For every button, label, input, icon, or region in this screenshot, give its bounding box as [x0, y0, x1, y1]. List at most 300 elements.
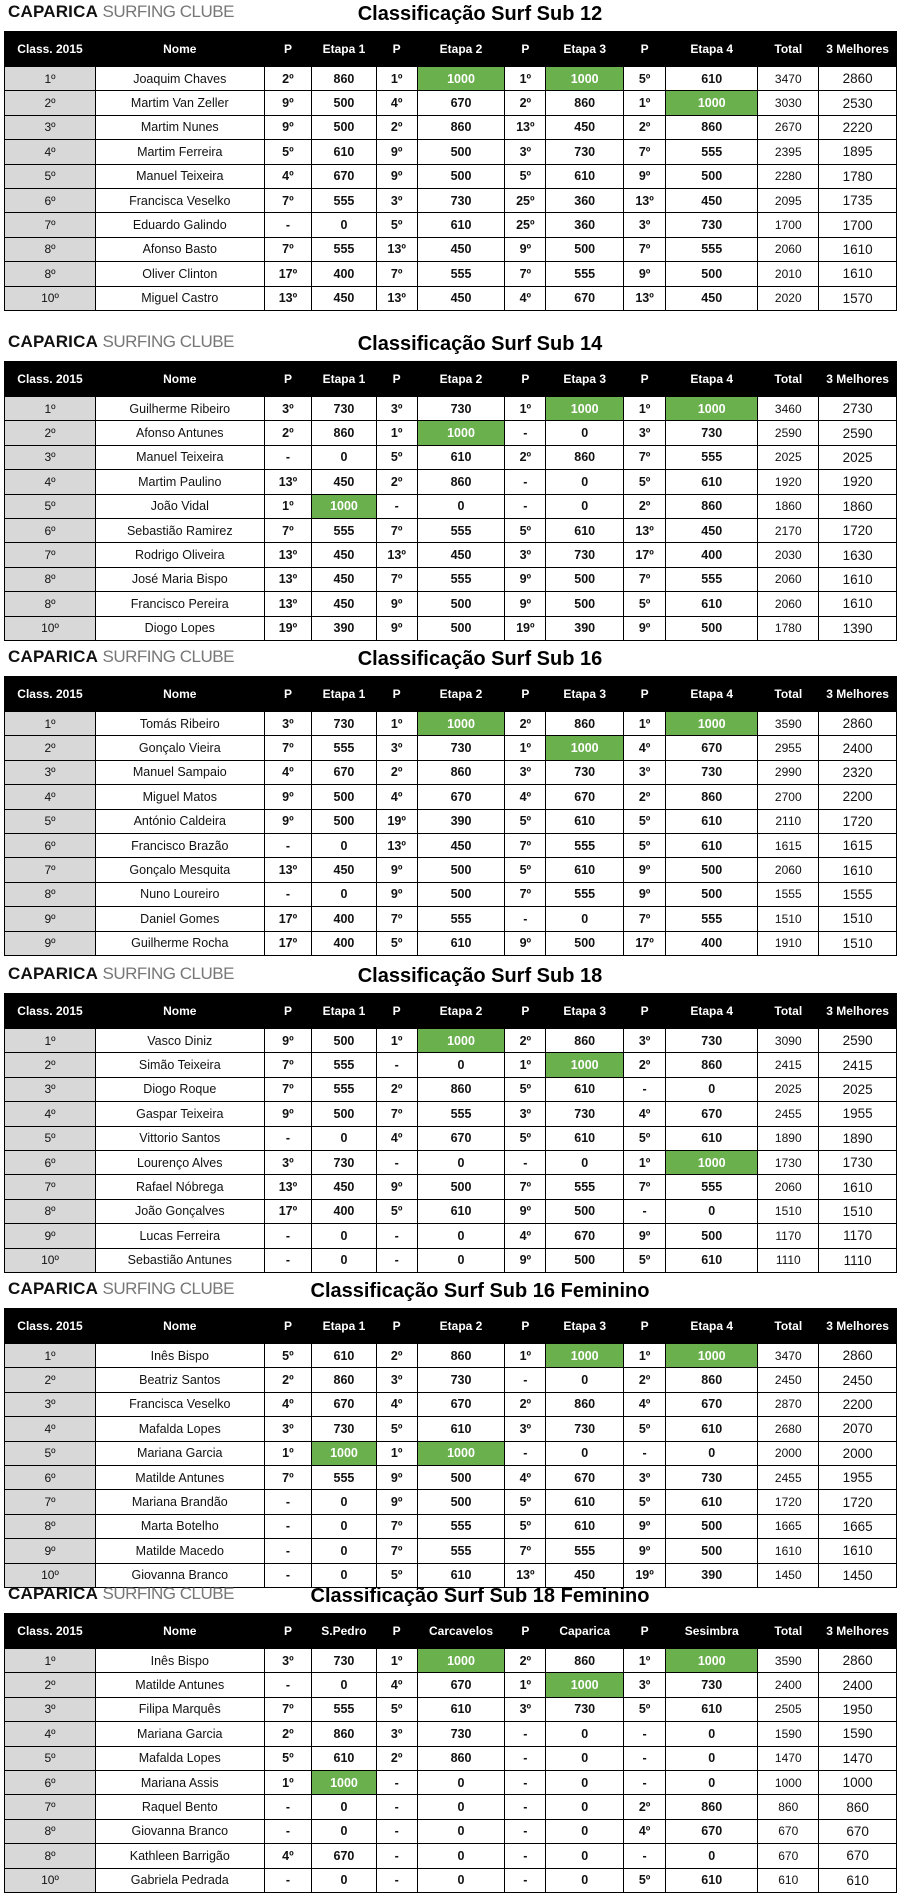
- score-cell: 500: [312, 1029, 376, 1053]
- best3-cell: 2320: [819, 760, 897, 784]
- column-header: Nome: [95, 994, 264, 1029]
- place-cell: -: [264, 1514, 312, 1538]
- score-cell: 730: [417, 397, 505, 421]
- place-cell: 1º: [624, 1344, 666, 1368]
- table-row: [5, 421, 897, 445]
- name-cell: Sebastião Antunes: [95, 1248, 264, 1272]
- place-cell: 9º: [624, 164, 666, 188]
- score-cell: 610: [546, 164, 624, 188]
- total-cell: 1000: [758, 1770, 819, 1794]
- score-cell: 400: [666, 931, 758, 955]
- table-row: [5, 616, 897, 640]
- score-cell: 610: [417, 1563, 505, 1587]
- column-header: P: [264, 1309, 312, 1344]
- table-row: [5, 518, 897, 542]
- place-cell: 1º: [376, 1441, 417, 1465]
- best3-cell: 1955: [819, 1102, 897, 1126]
- place-cell: 17º: [624, 931, 666, 955]
- place-cell: 4º: [505, 286, 546, 310]
- best3-cell: 2025: [819, 445, 897, 469]
- score-cell: 0: [666, 1746, 758, 1770]
- score-cell: 555: [666, 140, 758, 164]
- score-cell: 0: [546, 421, 624, 445]
- best3-cell: 1700: [819, 213, 897, 237]
- column-header: Class. 2015: [5, 1309, 96, 1344]
- class-cell: 4º: [5, 785, 96, 809]
- score-cell: 730: [417, 1368, 505, 1392]
- score-cell: 0: [546, 470, 624, 494]
- table-row: [5, 286, 897, 310]
- place-cell: 13º: [624, 286, 666, 310]
- column-header: Etapa 3: [546, 32, 624, 67]
- best3-cell: 2450: [819, 1368, 897, 1392]
- score-cell: 730: [312, 712, 376, 736]
- place-cell: 7º: [376, 1539, 417, 1563]
- class-cell: 7º: [5, 213, 96, 237]
- score-cell: 860: [417, 115, 505, 139]
- place-cell: 13º: [505, 115, 546, 139]
- column-header: Total: [758, 32, 819, 67]
- class-cell: 3º: [5, 1077, 96, 1101]
- name-cell: Diogo Roque: [95, 1077, 264, 1101]
- place-cell: 5º: [264, 1344, 312, 1368]
- class-cell: 2º: [5, 421, 96, 445]
- place-cell: 1º: [505, 67, 546, 91]
- place-cell: 9º: [505, 1248, 546, 1272]
- place-cell: 7º: [264, 237, 312, 261]
- class-cell: 4º: [5, 1102, 96, 1126]
- place-cell: 2º: [264, 67, 312, 91]
- table-row: [5, 237, 897, 261]
- place-cell: 2º: [376, 760, 417, 784]
- place-cell: 4º: [264, 760, 312, 784]
- score-cell: 1000: [546, 1344, 624, 1368]
- score-cell: 500: [417, 140, 505, 164]
- score-cell: 1000: [666, 1344, 758, 1368]
- place-cell: 9º: [264, 1029, 312, 1053]
- place-cell: 3º: [505, 760, 546, 784]
- score-cell: 0: [312, 1490, 376, 1514]
- name-cell: Francisca Veselko: [95, 1392, 264, 1416]
- place-cell: 9º: [624, 616, 666, 640]
- class-cell: 6º: [5, 833, 96, 857]
- place-cell: 3º: [505, 1102, 546, 1126]
- column-header: Etapa 4: [666, 994, 758, 1029]
- ranking-section: [0, 645, 900, 962]
- score-cell: 450: [312, 1175, 376, 1199]
- ranking-section: [0, 330, 900, 645]
- logo-text-bold: CAPARICA: [8, 2, 99, 21]
- score-cell: 610: [666, 1490, 758, 1514]
- score-cell: 500: [417, 882, 505, 906]
- place-cell: 5º: [624, 1417, 666, 1441]
- column-header: Class. 2015: [5, 677, 96, 712]
- score-cell: 0: [417, 1844, 505, 1868]
- table-row: [5, 858, 897, 882]
- total-cell: 1110: [758, 1248, 819, 1272]
- table-row: [5, 785, 897, 809]
- column-header: Total: [758, 677, 819, 712]
- score-cell: 1000: [546, 736, 624, 760]
- best3-cell: 1510: [819, 907, 897, 931]
- score-cell: 0: [312, 882, 376, 906]
- place-cell: 5º: [505, 1126, 546, 1150]
- class-cell: 7º: [5, 858, 96, 882]
- total-cell: 3470: [758, 67, 819, 91]
- place-cell: 1º: [264, 1441, 312, 1465]
- logo-text-light: SURFING CLUBE: [102, 1279, 234, 1298]
- name-cell: Vittorio Santos: [95, 1126, 264, 1150]
- column-header: 3 Melhores: [819, 994, 897, 1029]
- place-cell: 7º: [505, 1175, 546, 1199]
- place-cell: -: [505, 907, 546, 931]
- score-cell: 450: [312, 567, 376, 591]
- score-cell: 500: [546, 1199, 624, 1223]
- best3-cell: 1860: [819, 494, 897, 518]
- table-row: [5, 1248, 897, 1272]
- place-cell: 4º: [376, 91, 417, 115]
- score-cell: 1000: [312, 494, 376, 518]
- place-cell: 5º: [505, 1514, 546, 1538]
- best3-cell: 1630: [819, 543, 897, 567]
- class-cell: 10º: [5, 616, 96, 640]
- column-header: Caparica: [546, 1614, 624, 1649]
- section-title: Classificação Surf Sub 18 Feminino: [310, 1585, 650, 1607]
- place-cell: -: [264, 1490, 312, 1514]
- class-cell: 5º: [5, 1126, 96, 1150]
- place-cell: 13º: [624, 188, 666, 212]
- class-cell: 9º: [5, 1539, 96, 1563]
- total-cell: 2870: [758, 1392, 819, 1416]
- score-cell: 670: [546, 1224, 624, 1248]
- score-cell: 0: [666, 1722, 758, 1746]
- score-cell: 730: [546, 140, 624, 164]
- class-cell: 4º: [5, 140, 96, 164]
- best3-cell: 2860: [819, 712, 897, 736]
- score-cell: 1000: [417, 421, 505, 445]
- column-header: Sesimbra: [666, 1614, 758, 1649]
- name-cell: Afonso Basto: [95, 237, 264, 261]
- score-cell: 670: [417, 91, 505, 115]
- table-row: [5, 833, 897, 857]
- total-cell: 3470: [758, 1344, 819, 1368]
- name-cell: Kathleen Barrigão: [95, 1844, 264, 1868]
- total-cell: 2010: [758, 262, 819, 286]
- column-header: Total: [758, 1309, 819, 1344]
- score-cell: 500: [312, 91, 376, 115]
- score-cell: 500: [417, 616, 505, 640]
- score-cell: 0: [312, 445, 376, 469]
- place-cell: -: [624, 1844, 666, 1868]
- score-cell: 610: [666, 1697, 758, 1721]
- class-cell: 2º: [5, 736, 96, 760]
- score-cell: 500: [666, 1514, 758, 1538]
- place-cell: 9º: [624, 1224, 666, 1248]
- score-cell: 500: [546, 1248, 624, 1272]
- class-cell: 10º: [5, 286, 96, 310]
- best3-cell: 1110: [819, 1248, 897, 1272]
- place-cell: -: [505, 1722, 546, 1746]
- score-cell: 730: [666, 1029, 758, 1053]
- best3-cell: 1610: [819, 262, 897, 286]
- name-cell: Lucas Ferreira: [95, 1224, 264, 1248]
- best3-cell: 1730: [819, 1150, 897, 1174]
- place-cell: -: [376, 1819, 417, 1843]
- place-cell: -: [624, 1441, 666, 1465]
- class-cell: 3º: [5, 115, 96, 139]
- place-cell: 13º: [376, 833, 417, 857]
- name-cell: Gaspar Teixeira: [95, 1102, 264, 1126]
- place-cell: 7º: [624, 237, 666, 261]
- table-row: [5, 1465, 897, 1489]
- column-header: P: [624, 1614, 666, 1649]
- score-cell: 860: [312, 421, 376, 445]
- table-row: [5, 1539, 897, 1563]
- place-cell: -: [264, 213, 312, 237]
- column-header: P: [505, 1309, 546, 1344]
- column-header: P: [624, 677, 666, 712]
- total-cell: 1860: [758, 494, 819, 518]
- score-cell: 500: [666, 616, 758, 640]
- column-header: Etapa 4: [666, 362, 758, 397]
- column-header: P: [376, 362, 417, 397]
- table-row: [5, 567, 897, 591]
- score-cell: 0: [666, 1199, 758, 1223]
- place-cell: 7º: [624, 907, 666, 931]
- column-header: Etapa 3: [546, 1309, 624, 1344]
- place-cell: 2º: [624, 1053, 666, 1077]
- class-cell: 1º: [5, 397, 96, 421]
- score-cell: 1000: [666, 712, 758, 736]
- best3-cell: 1665: [819, 1514, 897, 1538]
- score-cell: 500: [417, 592, 505, 616]
- place-cell: 1º: [624, 91, 666, 115]
- score-cell: 610: [546, 1514, 624, 1538]
- total-cell: 1700: [758, 213, 819, 237]
- score-cell: 0: [312, 1539, 376, 1563]
- place-cell: 3º: [624, 1029, 666, 1053]
- table-row: [5, 1490, 897, 1514]
- column-header: P: [264, 994, 312, 1029]
- place-cell: -: [505, 1795, 546, 1819]
- table-row: [5, 470, 897, 494]
- score-cell: 500: [666, 164, 758, 188]
- name-cell: Gabriela Pedrada: [95, 1868, 264, 1892]
- score-cell: 0: [417, 1150, 505, 1174]
- score-cell: 0: [312, 1224, 376, 1248]
- score-cell: 610: [666, 1868, 758, 1892]
- name-cell: António Caldeira: [95, 809, 264, 833]
- logo-text-light: SURFING CLUBE: [102, 1584, 234, 1603]
- total-cell: 2020: [758, 286, 819, 310]
- place-cell: 9º: [264, 115, 312, 139]
- class-cell: 9º: [5, 907, 96, 931]
- score-cell: 555: [546, 1175, 624, 1199]
- place-cell: -: [264, 1673, 312, 1697]
- column-header: 3 Melhores: [819, 362, 897, 397]
- total-cell: 2680: [758, 1417, 819, 1441]
- table-row: [5, 1126, 897, 1150]
- best3-cell: 2590: [819, 421, 897, 445]
- score-cell: 0: [417, 1819, 505, 1843]
- place-cell: 7º: [376, 262, 417, 286]
- table-row: [5, 1344, 897, 1368]
- score-cell: 860: [546, 1649, 624, 1673]
- place-cell: 2º: [624, 115, 666, 139]
- place-cell: 7º: [376, 518, 417, 542]
- place-cell: -: [264, 1126, 312, 1150]
- score-cell: 555: [666, 907, 758, 931]
- total-cell: 1610: [758, 1539, 819, 1563]
- score-cell: 860: [666, 494, 758, 518]
- best3-cell: 670: [819, 1819, 897, 1843]
- score-cell: 555: [546, 1539, 624, 1563]
- place-cell: 9º: [505, 931, 546, 955]
- score-cell: 450: [666, 518, 758, 542]
- column-header: P: [264, 1614, 312, 1649]
- score-cell: 610: [546, 1077, 624, 1101]
- score-cell: 670: [546, 286, 624, 310]
- score-cell: 555: [666, 237, 758, 261]
- best3-cell: 1470: [819, 1746, 897, 1770]
- score-cell: 730: [666, 1465, 758, 1489]
- place-cell: 7º: [376, 1514, 417, 1538]
- score-cell: 450: [546, 115, 624, 139]
- name-cell: Vasco Diniz: [95, 1029, 264, 1053]
- score-cell: 860: [546, 1392, 624, 1416]
- place-cell: 9º: [376, 140, 417, 164]
- table-row: [5, 809, 897, 833]
- total-cell: 2095: [758, 188, 819, 212]
- total-cell: 2700: [758, 785, 819, 809]
- score-cell: 670: [417, 1392, 505, 1416]
- score-cell: 400: [312, 931, 376, 955]
- place-cell: -: [376, 494, 417, 518]
- score-cell: 450: [417, 833, 505, 857]
- place-cell: 1º: [376, 1649, 417, 1673]
- place-cell: 2º: [624, 1795, 666, 1819]
- table-row: [5, 1102, 897, 1126]
- score-cell: 500: [546, 237, 624, 261]
- place-cell: 3º: [505, 1417, 546, 1441]
- best3-cell: 1450: [819, 1563, 897, 1587]
- name-cell: Martim Ferreira: [95, 140, 264, 164]
- class-cell: 10º: [5, 1248, 96, 1272]
- place-cell: 7º: [376, 1102, 417, 1126]
- score-cell: 1000: [417, 67, 505, 91]
- score-cell: 610: [417, 213, 505, 237]
- name-cell: Miguel Castro: [95, 286, 264, 310]
- place-cell: -: [505, 1844, 546, 1868]
- ranking-section: [0, 962, 900, 1277]
- ranking-table: [4, 31, 897, 311]
- score-cell: 0: [546, 494, 624, 518]
- total-cell: 1615: [758, 833, 819, 857]
- place-cell: 4º: [376, 1392, 417, 1416]
- class-cell: 8º: [5, 1819, 96, 1843]
- place-cell: 1º: [505, 397, 546, 421]
- place-cell: 4º: [624, 1102, 666, 1126]
- best3-cell: 2730: [819, 397, 897, 421]
- place-cell: 4º: [505, 785, 546, 809]
- class-cell: 6º: [5, 1150, 96, 1174]
- place-cell: 9º: [505, 1199, 546, 1223]
- place-cell: 1º: [376, 1029, 417, 1053]
- table-row: [5, 712, 897, 736]
- table-row: [5, 882, 897, 906]
- place-cell: 3º: [264, 397, 312, 421]
- total-cell: 2455: [758, 1465, 819, 1489]
- place-cell: 7º: [264, 1465, 312, 1489]
- name-cell: Mafalda Lopes: [95, 1746, 264, 1770]
- class-cell: 10º: [5, 1563, 96, 1587]
- score-cell: 860: [312, 67, 376, 91]
- class-cell: 6º: [5, 1770, 96, 1794]
- place-cell: 2º: [264, 1722, 312, 1746]
- column-header: Etapa 2: [417, 1309, 505, 1344]
- score-cell: 860: [417, 1077, 505, 1101]
- column-header: P: [376, 677, 417, 712]
- place-cell: 2º: [376, 1344, 417, 1368]
- place-cell: -: [376, 1053, 417, 1077]
- class-cell: 7º: [5, 543, 96, 567]
- column-header: Etapa 2: [417, 362, 505, 397]
- column-header: Etapa 1: [312, 362, 376, 397]
- score-cell: 730: [312, 397, 376, 421]
- column-header: Etapa 1: [312, 994, 376, 1029]
- place-cell: 5º: [264, 1746, 312, 1770]
- table-row: [5, 907, 897, 931]
- place-cell: -: [376, 1844, 417, 1868]
- best3-cell: 1510: [819, 1199, 897, 1223]
- place-cell: 3º: [376, 1722, 417, 1746]
- score-cell: 1000: [546, 67, 624, 91]
- total-cell: 2990: [758, 760, 819, 784]
- class-cell: 8º: [5, 1514, 96, 1538]
- place-cell: 25º: [505, 188, 546, 212]
- score-cell: 0: [312, 833, 376, 857]
- name-cell: Raquel Bento: [95, 1795, 264, 1819]
- score-cell: 0: [546, 1844, 624, 1868]
- column-header: Etapa 3: [546, 362, 624, 397]
- score-cell: 555: [417, 1539, 505, 1563]
- column-header: Etapa 4: [666, 1309, 758, 1344]
- column-header: 3 Melhores: [819, 677, 897, 712]
- column-header: P: [376, 1614, 417, 1649]
- place-cell: 1º: [624, 1150, 666, 1174]
- place-cell: 2º: [505, 1029, 546, 1053]
- table-row: [5, 1819, 897, 1843]
- place-cell: 5º: [505, 518, 546, 542]
- score-cell: 0: [546, 1795, 624, 1819]
- column-header: Nome: [95, 362, 264, 397]
- place-cell: 25º: [505, 213, 546, 237]
- place-cell: 5º: [624, 1697, 666, 1721]
- name-cell: Manuel Sampaio: [95, 760, 264, 784]
- class-cell: 7º: [5, 1175, 96, 1199]
- place-cell: 5º: [264, 140, 312, 164]
- table-row: [5, 1673, 897, 1697]
- column-header: Etapa 2: [417, 994, 505, 1029]
- score-cell: 500: [666, 262, 758, 286]
- logo-text-bold: CAPARICA: [8, 964, 99, 983]
- score-cell: 500: [666, 858, 758, 882]
- ranking-table: [4, 361, 897, 641]
- class-cell: 3º: [5, 760, 96, 784]
- place-cell: 9º: [264, 91, 312, 115]
- table-row: [5, 1224, 897, 1248]
- place-cell: 7º: [624, 1175, 666, 1199]
